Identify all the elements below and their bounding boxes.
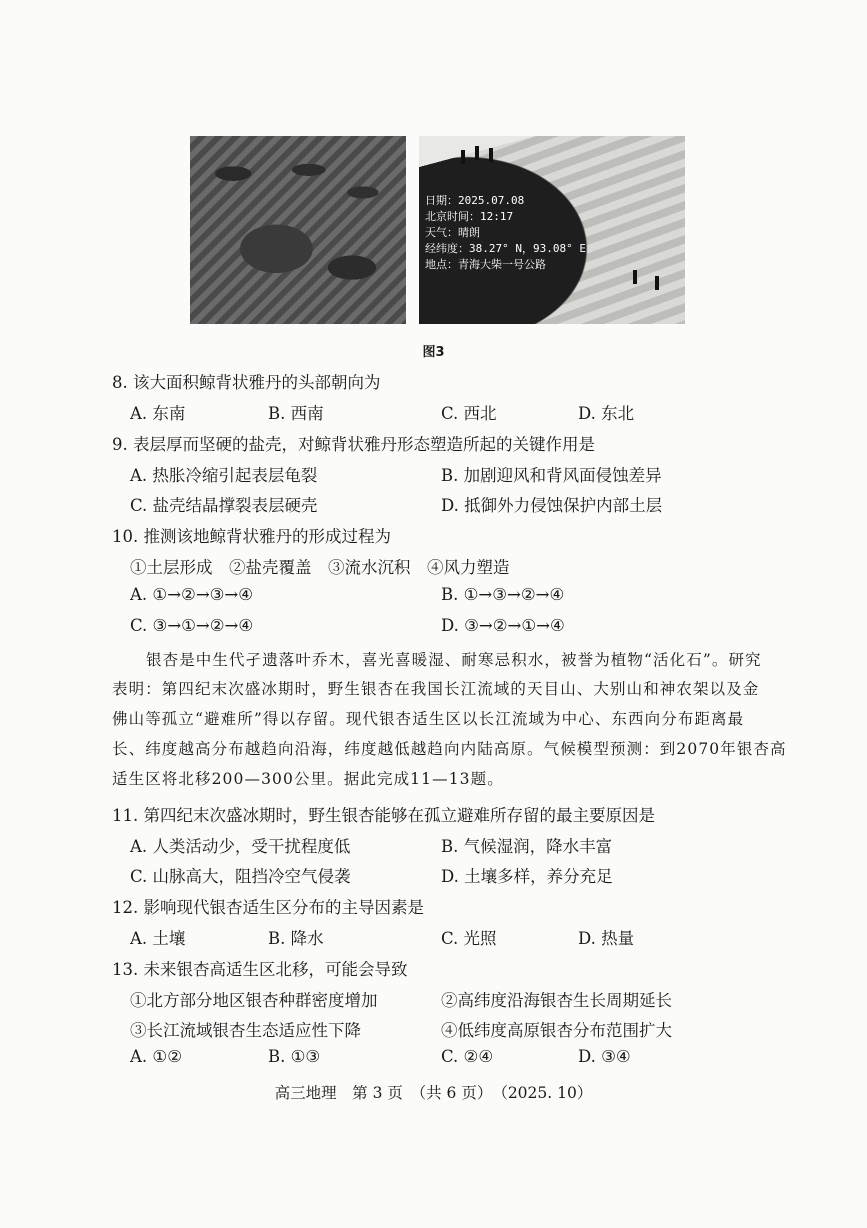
option-c: C. 西北 — [441, 404, 497, 423]
passage-line: 适生区将北移200—300公里。据此完成11—13题。 — [112, 770, 504, 788]
photo-yardang-aerial — [190, 136, 406, 324]
photo-coords: 经纬度：38.27° N，93.08° E — [425, 242, 586, 255]
question-9-stem: 9. 表层厚而坚硬的盐壳，对鲸背状雅丹形态塑造所起的关键作用是 — [112, 435, 595, 454]
option-b: B. 降水 — [268, 929, 324, 948]
option-c: C. ③→①→②→④ — [130, 616, 254, 635]
person-figure — [475, 146, 479, 160]
option-b: B. 西南 — [268, 404, 324, 423]
page-footer: 高三地理 第 3 页 （共 6 页） （2025. 10） — [274, 1084, 593, 1102]
option-a: A. 人类活动少，受干扰程度低 — [130, 837, 351, 856]
person-figure — [633, 270, 637, 284]
option-c: C. 盐壳结晶撑裂表层硬壳 — [130, 496, 318, 515]
option-b: B. ①→③→②→④ — [441, 585, 565, 604]
passage-line: 佛山等孤立“避难所”得以存留。现代银杏适生区以长江流域为中心、东西向分布距离最 — [112, 710, 745, 728]
option-a: A. 东南 — [130, 404, 186, 423]
figure-caption: 图3 — [422, 345, 445, 360]
person-figure — [461, 150, 465, 164]
option-a: A. 热胀冷缩引起表层龟裂 — [130, 466, 318, 485]
option-d: D. ③④ — [578, 1047, 631, 1066]
option-d: D. 土壤多样，养分充足 — [441, 867, 613, 886]
question-13-item: ④低纬度高原银杏分布范围扩大 — [441, 1021, 672, 1040]
option-a: A. ①→②→③→④ — [130, 585, 254, 604]
photo-time: 北京时间：12:17 — [425, 210, 514, 223]
passage-line: 表明：第四纪末次盛冰期时，野生银杏在我国长江流域的天目山、大别山和神农架以及金 — [112, 680, 760, 698]
question-12-stem: 12. 影响现代银杏适生区分布的主导因素是 — [112, 898, 424, 917]
photo-yardang-ground — [419, 136, 685, 324]
photo-location: 地点：青海大柴一号公路 — [425, 258, 546, 271]
question-10-items: ①土层形成 ②盐壳覆盖 ③流水沉积 ④风力塑造 — [130, 558, 510, 577]
photo-date: 日期：2025.07.08 — [425, 194, 525, 207]
question-13-item: ①北方部分地区银杏种群密度增加 — [130, 991, 378, 1010]
option-d: D. 热量 — [578, 929, 635, 948]
option-d: D. 东北 — [578, 404, 635, 423]
option-c: C. 光照 — [441, 929, 497, 948]
question-13-item: ②高纬度沿海银杏生长周期延长 — [441, 991, 672, 1010]
option-d: D. ③→②→①→④ — [441, 616, 565, 635]
option-a: A. ①② — [130, 1047, 182, 1066]
option-b: B. ①③ — [268, 1047, 321, 1066]
question-13-item: ③长江流域银杏生态适应性下降 — [130, 1021, 361, 1040]
option-c: C. ②④ — [441, 1047, 494, 1066]
question-13-stem: 13. 未来银杏高适生区北移，可能会导致 — [112, 960, 408, 979]
passage-line: 长、纬度越高分布越趋向沿海，纬度越低越趋向内陆高原。气候模型预测：到2070年银杏高 — [112, 740, 787, 758]
question-8-stem: 8. 该大面积鲸背状雅丹的头部朝向为 — [112, 373, 381, 392]
option-c: C. 山脉高大，阻挡冷空气侵袭 — [130, 867, 351, 886]
photo-weather: 天气：晴朗 — [425, 226, 480, 239]
passage-line: 银杏是中生代孑遗落叶乔木，喜光喜暖湿、耐寒忌积水，被誉为植物“活化石”。研究 — [146, 651, 762, 669]
option-b: B. 加剧迎风和背风面侵蚀差异 — [441, 466, 662, 485]
person-figure — [489, 148, 493, 162]
question-11-stem: 11. 第四纪末次盛冰期时，野生银杏能够在孤立避难所存留的最主要原因是 — [112, 806, 655, 825]
option-d: D. 抵御外力侵蚀保护内部土层 — [441, 496, 663, 515]
question-10-stem: 10. 推测该地鲸背状雅丹的形成过程为 — [112, 527, 391, 546]
person-figure — [655, 276, 659, 290]
option-b: B. 气候湿润，降水丰富 — [441, 837, 613, 856]
option-a: A. 土壤 — [130, 929, 186, 948]
